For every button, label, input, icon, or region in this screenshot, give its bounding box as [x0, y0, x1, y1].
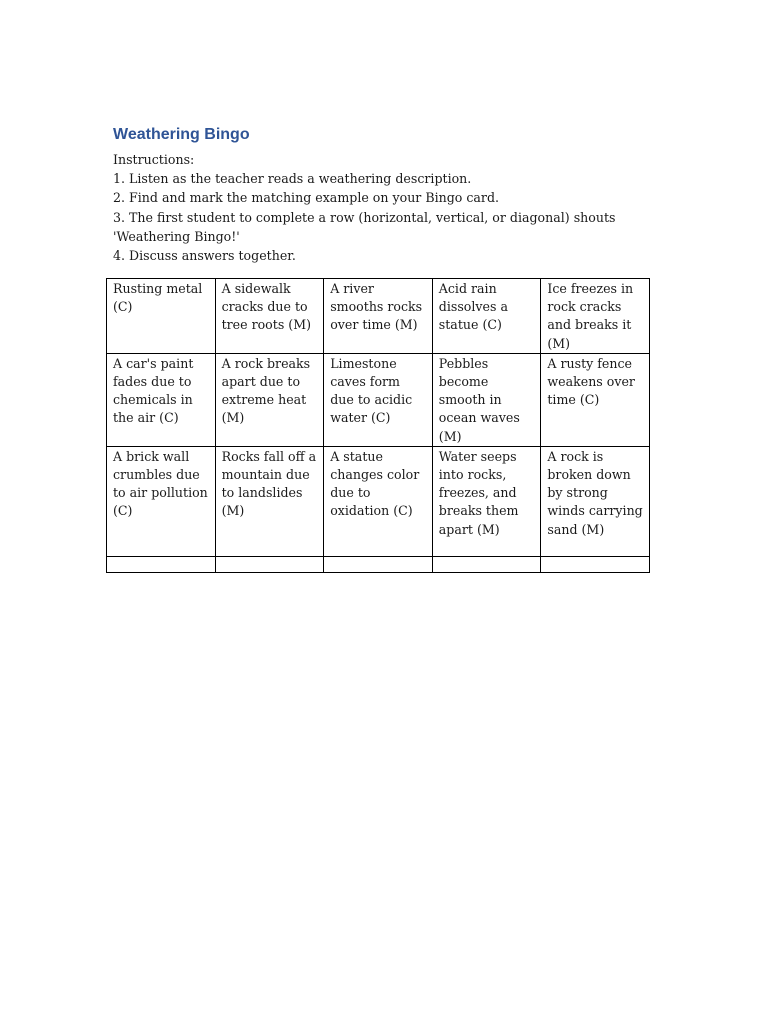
bingo-cell: Water seeps into rocks, freezes, and breaks them apart (M): [432, 446, 541, 556]
instruction-step-1: 1. Listen as the teacher reads a weathering description.: [113, 171, 472, 187]
instructions-heading: Instructions:: [113, 152, 195, 167]
bingo-card-table: [106, 278, 650, 573]
bingo-cell: A rock breaks apart due to extreme heat (M): [215, 353, 324, 446]
bingo-cell-empty: [432, 556, 541, 572]
bingo-cell: A rusty fence weakens over time (C): [541, 353, 650, 446]
bingo-cell: Rusting metal (C): [107, 279, 216, 354]
bingo-cell-empty: [324, 556, 433, 572]
bingo-cell-empty: [107, 556, 216, 572]
instruction-step-3: 3. The first student to complete a row (horizontal, vertical, or diagonal) shouts 'Weathering Bingo!': [113, 209, 616, 244]
bingo-cell: A rock is broken down by strong winds carrying sand (M): [541, 446, 650, 556]
bingo-cell-empty: [541, 556, 650, 572]
instruction-step-4: 4. Discuss answers together.: [113, 248, 296, 264]
bingo-cell: A brick wall crumbles due to air pollution (C): [107, 446, 216, 556]
table-row: [107, 353, 650, 446]
bingo-cell: Limestone caves form due to acidic water (C): [324, 353, 433, 446]
bingo-cell: Rocks fall off a mountain due to landslides (M): [215, 446, 324, 556]
bingo-cell: A sidewalk cracks due to tree roots (M): [215, 279, 324, 354]
table-row: [107, 446, 650, 556]
table-row: [107, 279, 650, 354]
instruction-step-2: 2. Find and mark the matching example on your Bingo card.: [113, 190, 500, 206]
document-content: [113, 124, 653, 265]
bingo-cell: A river smooths rocks over time (M): [324, 279, 433, 354]
bingo-cell: Acid rain dissolves a statue (C): [432, 279, 541, 354]
bingo-cell: A car's paint fades due to chemicals in the air (C): [107, 353, 216, 446]
table-row: [107, 556, 650, 572]
instructions-block: [113, 150, 653, 265]
bingo-cell: Ice freezes in rock cracks and breaks it (M): [541, 279, 650, 354]
bingo-cell: A statue changes color due to oxidation (C): [324, 446, 433, 556]
bingo-cell: Pebbles become smooth in ocean waves (M): [432, 353, 541, 446]
bingo-cell-empty: [215, 556, 324, 572]
document-title: Weathering Bingo: [113, 126, 250, 143]
